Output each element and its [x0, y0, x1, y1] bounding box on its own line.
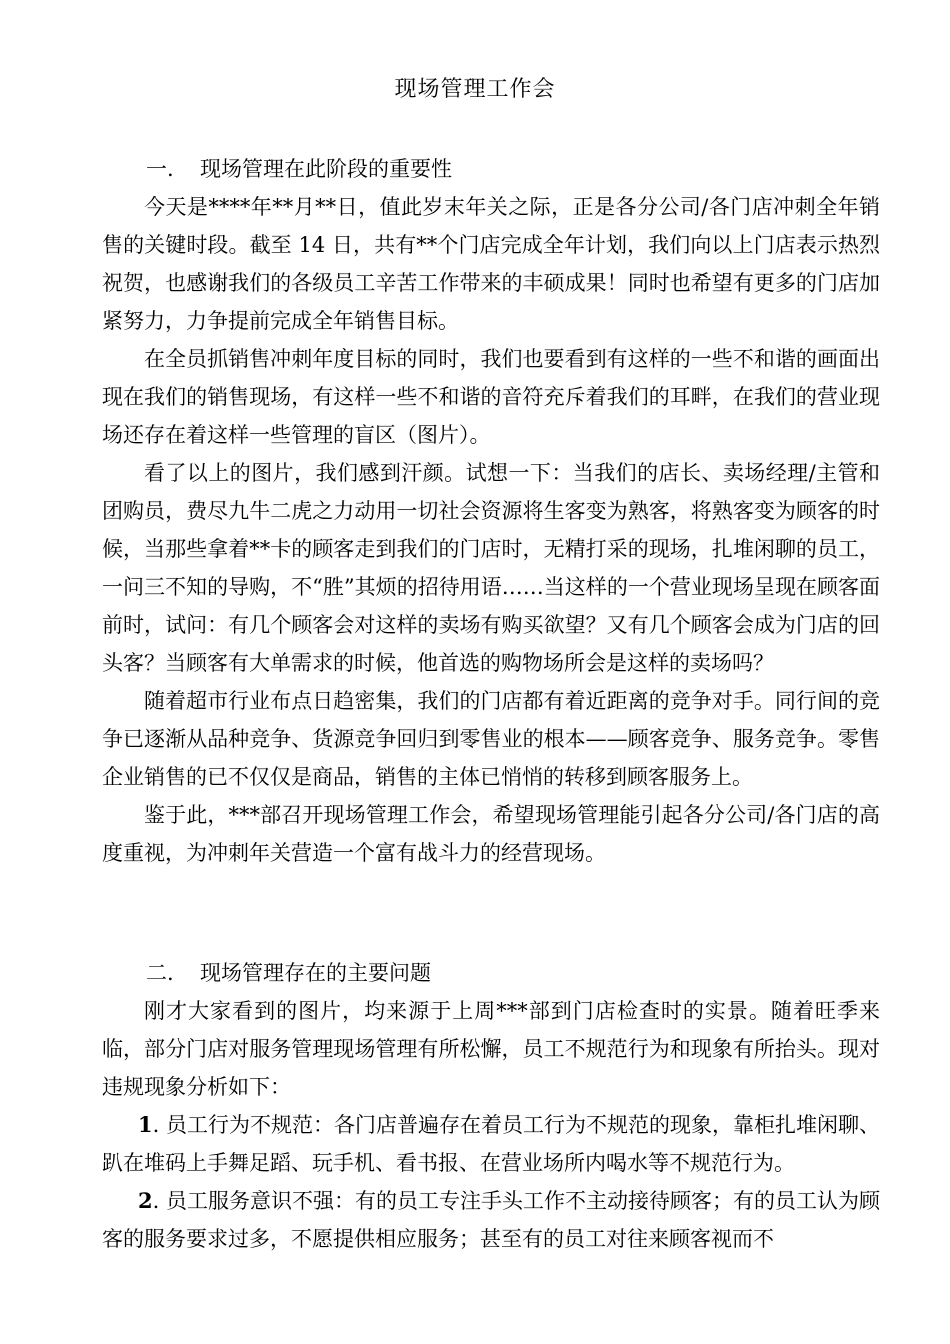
paragraph: 在全员抓销售冲刺年度目标的同时，我们也要看到有这样的一些不和谐的画面出现在我们的销售现场，有这样一些不和谐的音符充斥着我们的耳畔，在我们的营业现场还存在着这样一些管理的盲区（图片）。 — [102, 347, 880, 447]
section-number: 二. — [146, 961, 174, 985]
section-heading — [102, 954, 880, 992]
paragraph: 刚才大家看到的图片，均来源于上周***部到门店检查时的实景。随着旺季来临，部分门店对服务管理现场管理有所松懈，员工不规范行为和现象有所抬头。现对违规现象分析如下： — [102, 999, 880, 1099]
list-item — [102, 1106, 880, 1182]
section-problems — [102, 954, 880, 1258]
paragraph: 鉴于此，***部召开现场管理工作会，希望现场管理能引起各分公司/各门店的高度重视，为冲刺年关营造一个富有战斗力的经营现场。 — [102, 803, 880, 865]
section-heading-text: 现场管理在此阶段的重要性 — [200, 157, 452, 181]
paragraph: 今天是****年**月**日，值此岁末年关之际，正是各分公司/各门店冲刺全年销售的关键时段。截至 14 日，共有**个门店完成全年计划，我们向以上门店表示热烈祝贺，也感谢我们的各级员工辛苦工作带来的丰硕成果！同时也希望有更多的门店加紧努力，力争提前完成全年销售目标。 — [102, 195, 880, 333]
list-item-text: . 员工行为不规范：各门店普遍存在着员工行为不规范的现象，靠柜扎堆闲聊、趴在堆码上手舞足蹈、玩手机、看书报、在营业场所内喝水等不规范行为。 — [102, 1113, 880, 1175]
paragraph: 随着超市行业布点日趋密集，我们的门店都有着近距离的竞争对手。同行间的竞争已逐渐从品种竞争、货源竞争回归到零售业的根本——顾客竞争、服务竞争。零售企业销售的已不仅仅是商品，销售的主体已悄悄的转移到顾客服务上。 — [102, 689, 880, 789]
list-item-number: 2 — [138, 1188, 153, 1213]
section-heading — [102, 150, 880, 188]
list-item-text: . 员工服务意识不强：有的员工专注手头工作不主动接待顾客；有的员工认为顾客的服务要求过多，不愿提供相应服务；甚至有的员工对往来顾客视而不 — [102, 1189, 880, 1251]
list-item-number: 1 — [138, 1112, 153, 1137]
list-item — [102, 1182, 880, 1258]
document-title: 现场管理工作会 — [394, 77, 556, 102]
section-heading-text: 现场管理存在的主要问题 — [200, 961, 431, 985]
paragraph: 看了以上的图片，我们感到汗颜。试想一下：当我们的店长、卖场经理/主管和团购员，费尽九牛二虎之力动用一切社会资源将生客变为熟客，将熟客变为顾客的时候，当那些拿着**卡的顾客走到我们的门店时，无精打采的现场，扎堆闲聊的员工，一问三不知的导购，不“胜”其烦的招待用语……当这样的一个营业现场呈现在顾客面前时，试问：有几个顾客会对这样的卖场有购买欲望？又有几个顾客会成为门店的回头客？当顾客有大单需求的时候，他首选的购物场所会是这样的卖场吗？ — [102, 461, 880, 675]
section-importance — [102, 150, 880, 872]
section-number: 一. — [146, 157, 174, 181]
